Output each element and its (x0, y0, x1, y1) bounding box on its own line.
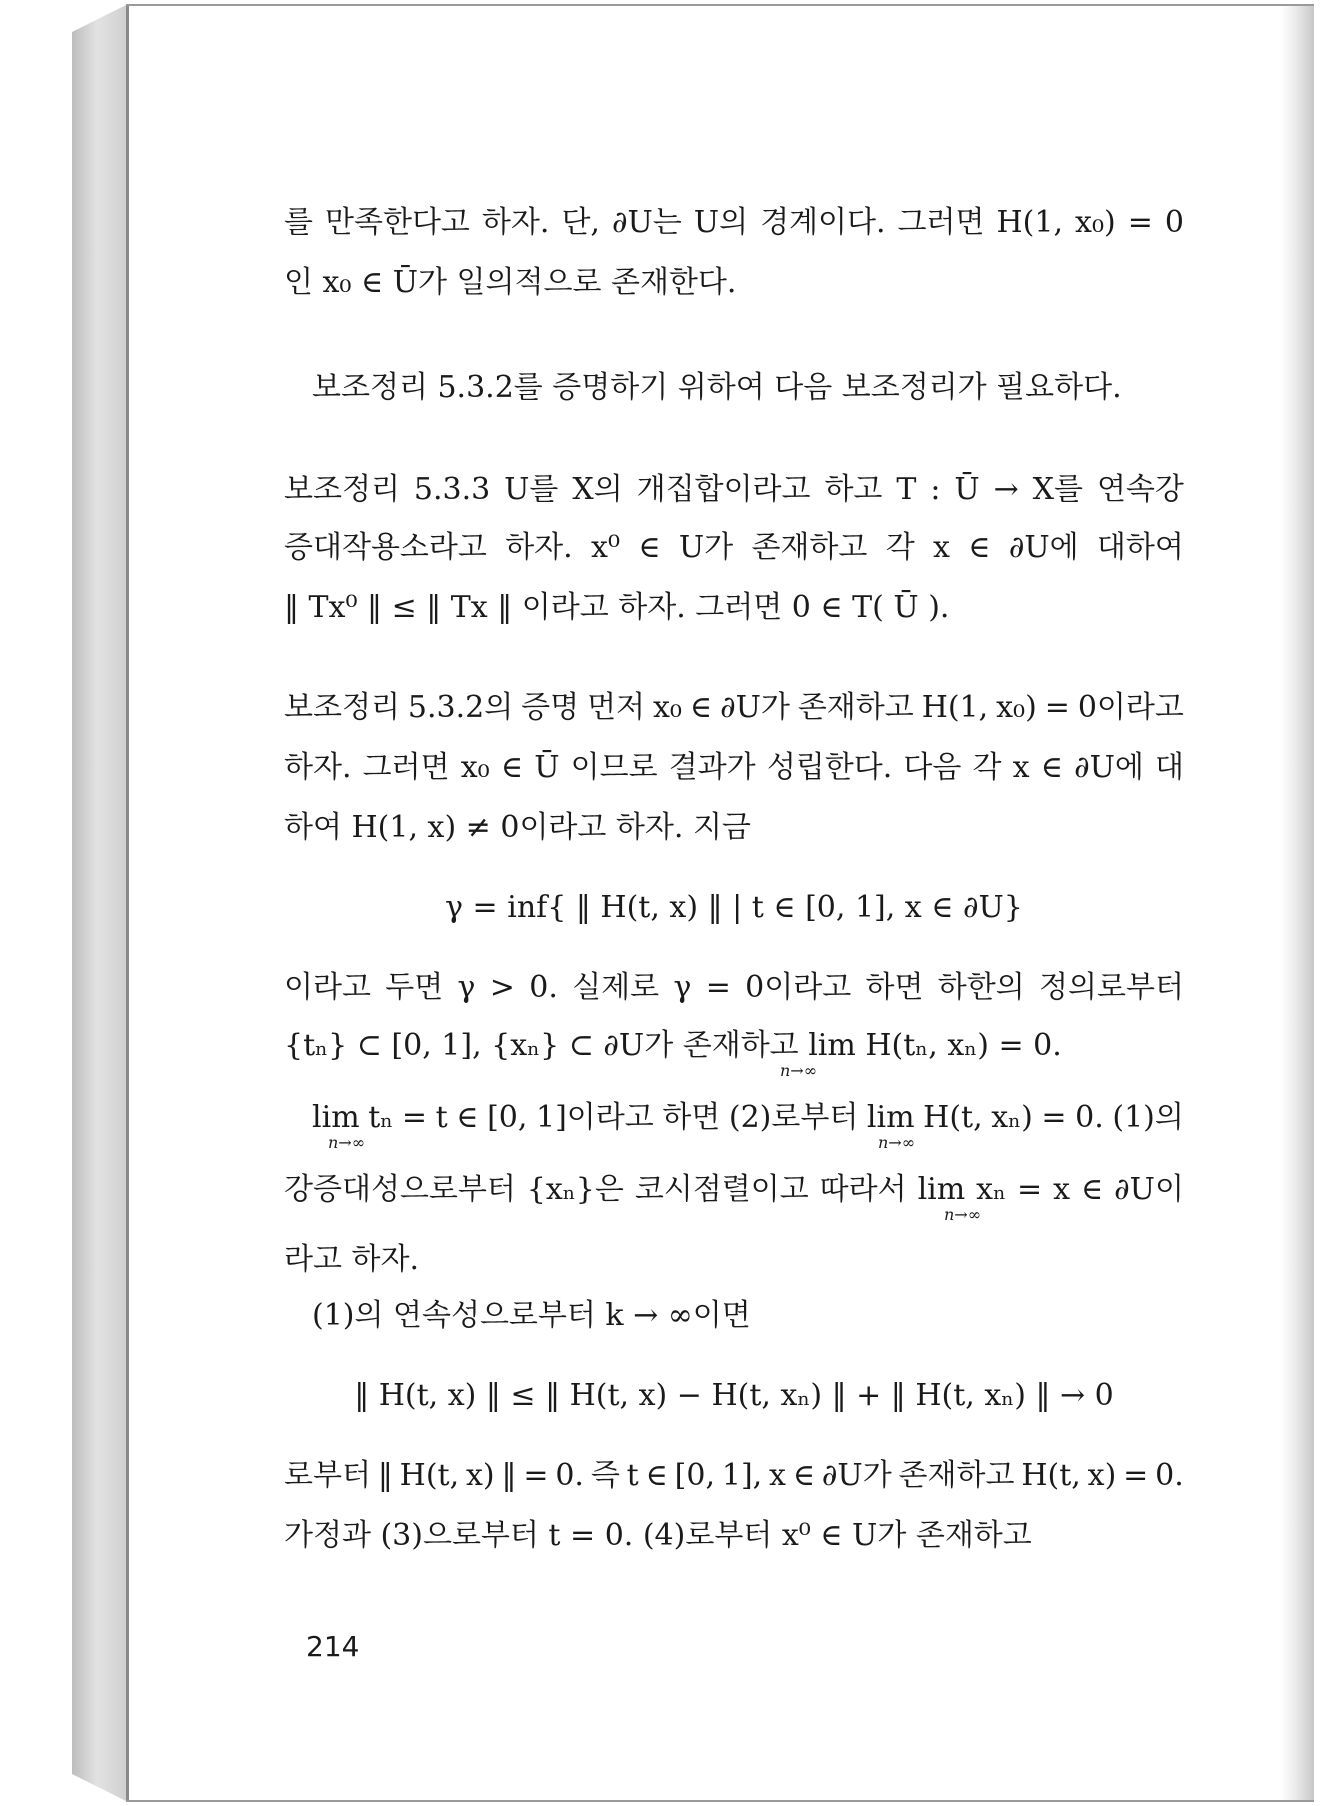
text-word: 코시점렬이고 (634, 1172, 809, 1207)
text-word: 1], (721, 1458, 763, 1493)
text-word: : (930, 472, 941, 507)
text-word: 0. (1075, 1100, 1104, 1135)
text-word: ∈ (1040, 750, 1063, 785)
text-word: (2)로부터 (728, 1100, 859, 1135)
proof-line-11: 가정과 (3)으로부터 t = 0. (4)로부터 x⁰ ∈ U가 존재하고 (284, 1518, 1032, 1553)
text-word: x) (466, 1458, 495, 1493)
text-line-3: 보조정리 5.3.2를 증명하기 위하여 다음 보조정리가 필요하다. (312, 370, 1122, 405)
text-word: (1)의 (1112, 1100, 1184, 1135)
equation-gamma: γ = inf{ ‖ H(t, x) ‖ | t ∈ [0, 1], x ∈ ∂U} (445, 890, 1023, 925)
text-word: 개집합이라고 (636, 472, 811, 507)
page-number: 214 (306, 1630, 360, 1663)
text-word: = (1044, 690, 1070, 725)
text-word: 각 (972, 750, 1002, 785)
proof-line-2 (284, 748, 1184, 789)
page-left-edge (126, 6, 129, 1800)
text-word: lim (866, 1100, 915, 1135)
text-word: = (705, 970, 731, 1005)
proof-line-9: (1)의 연속성으로부터 k → ∞이면 (312, 1298, 751, 1333)
text-word: 하고 (824, 472, 883, 507)
text-word: x⁰ (591, 530, 620, 565)
text-word: x (1053, 1172, 1071, 1207)
text-word: ∈ (645, 1458, 668, 1493)
text-word: 이라고 (284, 970, 371, 1005)
text-word: U를 (504, 472, 559, 507)
text-word: tₙ (368, 1100, 394, 1135)
text-word: 강증대성으로부터 (284, 1172, 516, 1207)
text-word: = (1017, 1172, 1043, 1207)
book-spine (72, 4, 128, 1802)
text-word: ∈ (638, 530, 661, 565)
text-word: 연속강 (1096, 472, 1184, 507)
text-word: 각 (885, 530, 915, 565)
text-word: > (489, 970, 515, 1005)
text-word: 정의로부터 (1039, 970, 1184, 1005)
text-word: 먼저 (587, 690, 646, 725)
text-word: 하자. (481, 205, 550, 240)
text-word: ∈ (792, 1458, 816, 1493)
text-word: 0. (555, 1458, 584, 1493)
text-word: x (769, 1458, 786, 1493)
proof-line-3: 하여 H(1, x) ≠ 0이라고 하자. 지금 (284, 810, 751, 845)
text-word: x₀) (1075, 205, 1116, 240)
text-word: 하자. (505, 530, 573, 565)
proof-line-5: {tₙ} ⊂ [0, 1], {xₙ} ⊂ ∂U가 존재하고 lim H(tₙ, xₙ) = 0. (284, 1028, 1062, 1063)
text-word: X의 (572, 472, 623, 507)
text-word: 0이라고 (1077, 690, 1184, 725)
text-word: = (401, 1100, 428, 1135)
text-word: U가 (678, 530, 734, 565)
text-word: 하한의 (937, 970, 1025, 1005)
text-word: 만족한다고 (325, 205, 470, 240)
text-word: xₙ (976, 1172, 1007, 1207)
text-word: 하면 (865, 970, 924, 1005)
text-word: ∂U이 (1114, 1172, 1184, 1207)
text-word: ∂U가 (720, 690, 790, 725)
lim-subscript-1: n→∞ (780, 1061, 818, 1080)
text-word: H(t, (1021, 1458, 1081, 1493)
proof-line-7 (284, 1170, 1184, 1211)
text-line-1 (284, 203, 1184, 244)
text-word: 5.3.2의 (407, 690, 514, 725)
equation-norm-limit: ‖ H(t, x) ‖ ≤ ‖ H(t, x) − H(t, xₙ) ‖ + ‖ H(t, xₙ) ‖ → 0 (354, 1378, 1114, 1413)
text-word: 따라서 (819, 1172, 907, 1207)
lemma-5-3-3-line-1 (284, 470, 1184, 511)
text-word: Ū (954, 472, 980, 507)
text-word: 로부터 (284, 1458, 371, 1493)
text-word: ∈ (968, 530, 991, 565)
text-word: 그러면 (362, 750, 450, 785)
text-word: 0 (1164, 205, 1184, 240)
text-word: x (933, 530, 950, 565)
text-word: 경계이다. (760, 205, 886, 240)
text-word: 성립한다. (766, 750, 893, 785)
lemma-5-3-3-line-2 (284, 528, 1184, 569)
text-word: xₙ) (991, 1100, 1033, 1135)
lim-subscript-2: n→∞ (328, 1133, 366, 1152)
text-word: x) (1087, 1458, 1117, 1493)
text-word: 보조정리 (284, 690, 400, 725)
text-word: [0, (487, 1100, 528, 1135)
text-word: 존재하고 (797, 690, 914, 725)
text-word: ∈ (500, 750, 524, 785)
text-word: 0. (1155, 1458, 1184, 1493)
text-word: t (435, 1100, 448, 1135)
text-word: ∂U에 (1008, 530, 1079, 565)
text-word: 보조정리 (284, 472, 400, 507)
text-word: ∈ (1080, 1172, 1104, 1207)
text-word: 5.3.3 (413, 472, 491, 507)
text-word: 단, (561, 205, 600, 240)
text-word: H(t, (923, 1100, 983, 1135)
text-word: → (993, 472, 1019, 507)
text-word: H(1, (921, 690, 989, 725)
text-word: X를 (1032, 472, 1084, 507)
text-word: γ (673, 970, 692, 1005)
page-right-shadow (1280, 6, 1314, 1800)
lim-subscript-3: n→∞ (878, 1133, 916, 1152)
text-word: 증대작용소라고 (284, 530, 487, 565)
text-word: Ū (534, 750, 560, 785)
text-word: 즉 (590, 1458, 620, 1493)
text-word: 존재하고 (751, 530, 868, 565)
text-word: ‖ (501, 1458, 517, 1493)
text-word: x₀ (460, 750, 490, 785)
text-word: T (896, 472, 917, 507)
text-word: [0, (674, 1458, 715, 1493)
proof-line-8: 라고 하자. (284, 1242, 419, 1277)
proof-line-6 (284, 1098, 1184, 1139)
text-word: 그러면 (897, 205, 985, 240)
proof-line-1 (284, 688, 1184, 729)
text-word: lim (917, 1172, 966, 1207)
text-word: 다음 (903, 750, 962, 785)
text-word: U의 (693, 205, 749, 240)
text-word: 두면 (385, 970, 444, 1005)
text-word: 0. (529, 970, 558, 1005)
text-word: H(t, (399, 1458, 460, 1493)
text-word: 대하여 (1096, 530, 1184, 565)
lemma-5-3-3-line-3: ‖ Tx⁰ ‖ ≤ ‖ Tx ‖ 이라고 하자. 그러면 0 ∈ T( Ū ). (284, 590, 950, 625)
text-word: 존재하고 (898, 1458, 1015, 1493)
text-word: 1]이라고 (536, 1100, 654, 1135)
text-line-2: 인 x₀ ∈ Ū가 일의적으로 존재한다. (284, 265, 737, 300)
text-word: ∂U에 (1074, 750, 1144, 785)
text-word: = (1041, 1100, 1067, 1135)
proof-line-10 (284, 1456, 1184, 1497)
text-word: 결과가 (668, 750, 756, 785)
text-word: x (1012, 750, 1030, 785)
text-word: ∈ (689, 690, 713, 725)
lim-subscript-4: n→∞ (944, 1205, 982, 1224)
text-word: H(1, (996, 205, 1064, 240)
text-word: 를 (284, 205, 313, 240)
proof-line-4 (284, 968, 1184, 1009)
text-word: 증명 (521, 690, 580, 725)
text-word: 하자. (284, 750, 352, 785)
text-word: {xₙ}은 (526, 1172, 624, 1207)
text-word: 하면 (662, 1100, 721, 1135)
text-word: x₀) (996, 690, 1037, 725)
text-word: = (1127, 205, 1153, 240)
text-word: lim (312, 1100, 360, 1135)
text-word: 실제로 (572, 970, 660, 1005)
text-word: ∂U는 (611, 205, 682, 240)
text-word: 0이라고 (745, 970, 852, 1005)
text-word: γ (457, 970, 476, 1005)
text-word: = (523, 1458, 549, 1493)
text-word: ∈ (456, 1100, 479, 1135)
text-word: ∂U가 (821, 1458, 892, 1493)
text-word: 대 (1155, 750, 1184, 785)
text-word: = (1123, 1458, 1149, 1493)
text-word: t (626, 1458, 639, 1493)
text-word: x₀ (653, 690, 682, 725)
text-word: ‖ (377, 1458, 393, 1493)
text-word: 이므로 (570, 750, 658, 785)
